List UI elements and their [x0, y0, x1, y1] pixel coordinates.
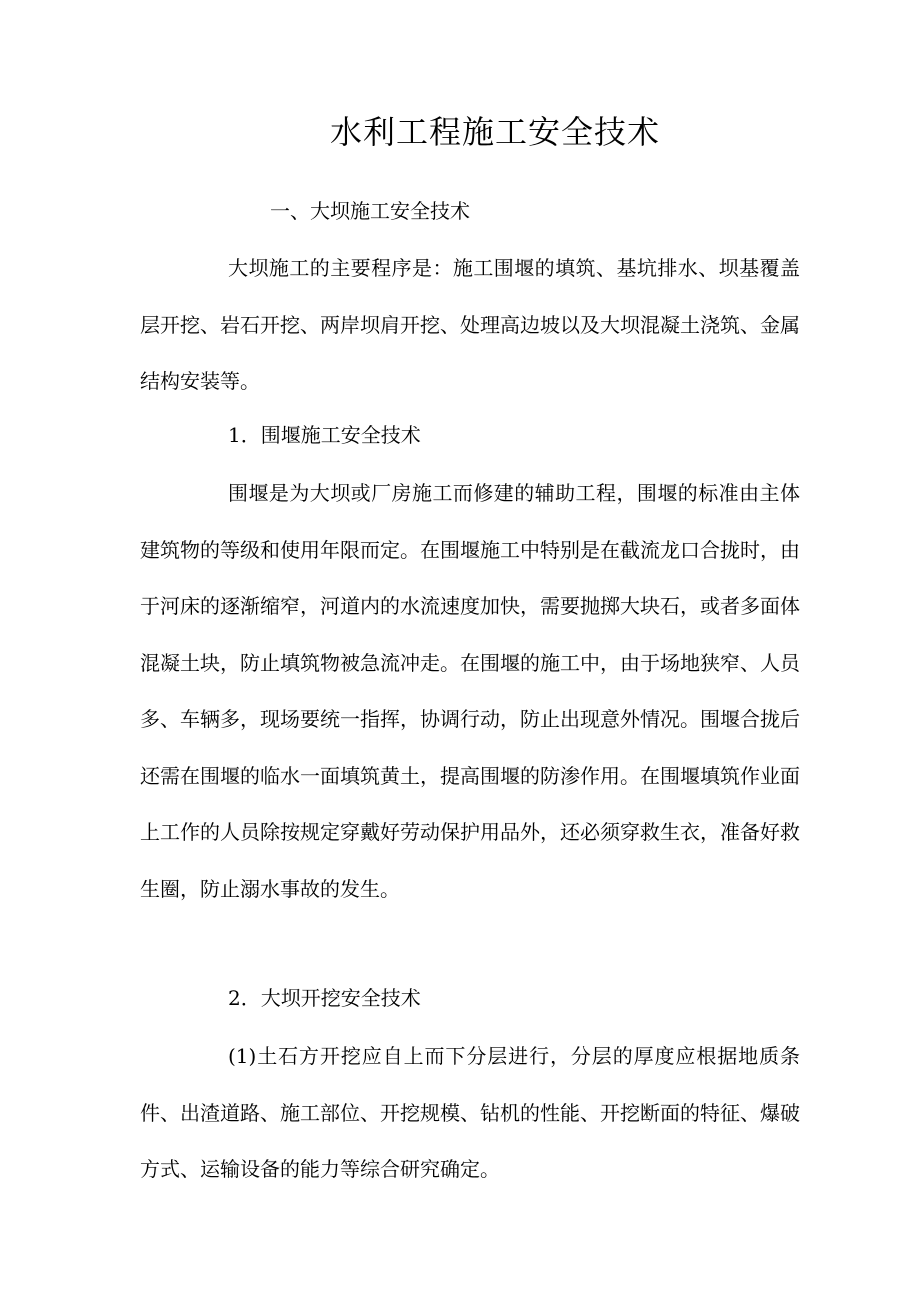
section-heading: 一、大坝施工安全技术: [270, 199, 470, 223]
document-title: 水利工程施工安全技术: [329, 113, 660, 151]
subsection-1-heading: 1．围堰施工安全技术: [228, 423, 421, 447]
subsection-2-paragraph: (1)土石方开挖应自上而下分层进行，分层的厚度应根据地质条件、出渣道路、施工部位、开挖规模、钻机的性能、开挖断面的特征、爆破方式、运输设备的能力等综合研究确定。: [140, 1044, 800, 1181]
subsection-2-heading: 2．大坝开挖安全技术: [228, 986, 421, 1010]
intro-paragraph: 大坝施工的主要程序是：施工围堰的填筑、基坑排水、坝基覆盖层开挖、岩石开挖、两岸坝肩开挖、处理高边坡以及大坝混凝土浇筑、金属结构安装等。: [140, 256, 800, 393]
subsection-1-paragraph: 围堰是为大坝或厂房施工而修建的辅助工程，围堰的标准由主体建筑物的等级和使用年限而定。在围堰施工中特别是在截流龙口合拢时，由于河床的逐渐缩窄，河道内的水流速度加快，需要抛掷大块石，或者多面体混凝土块，防止填筑物被急流冲走。在围堰的施工中，由于场地狭窄、人员多、车辆多，现场要统一指挥，协调行动，防止出现意外情况。围堰合拢后还需在围堰的临水一面填筑黄土，提高围堰的防渗作用。在围堰填筑作业面上工作的人员除按规定穿戴好劳动保护用品外，还必须穿救生衣，准备好救生圈，防止溺水事故的发生。: [140, 481, 800, 901]
